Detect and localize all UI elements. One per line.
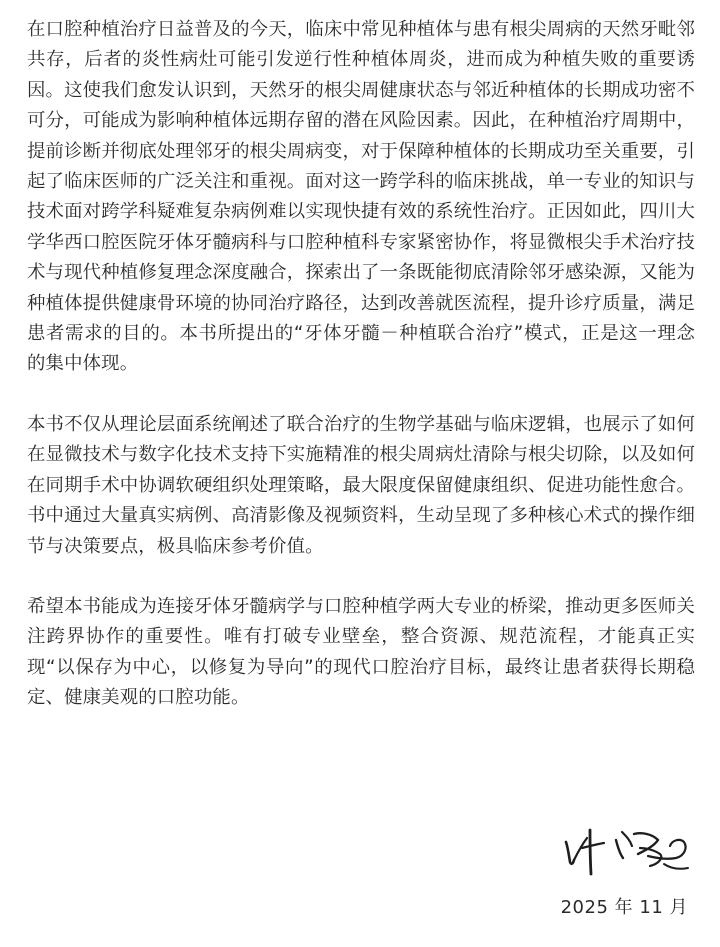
paragraph-3: 希望本书能成为连接牙体牙髓病学与口腔种植学两大专业的桥梁，推动更多医师关注跨界协作的重要性。唯有打破专业壁垒，整合资源、规范流程，才能真正实现“以保存为中心，以修复为导向”的现代口腔治疗目标，最终让患者获得长期稳定、健康美观的口腔功能。 [27,595,695,709]
signature-date: 2025 年 11 月 [560,897,688,918]
paragraph-spacer [27,562,695,592]
handwritten-signature [560,818,696,882]
document-body [27,15,695,714]
paragraph-spacer [27,380,695,410]
paragraph-2: 本书不仅从理论层面系统阐述了联合治疗的生物学基础与临床逻辑，也展示了如何在显微技术与数字化技术支持下实施精准的根尖周病灶清除与根尖切除，以及如何在同期手术中协调软硬组织处理策略，最大限度保留健康组织、促进功能性愈合。书中通过大量真实病例、高清影像及视频资料，生动呈现了多种核心术式的操作细节与决策要点，极具临床参考价值。 [27,413,695,557]
paragraph-1: 在口腔种植治疗日益普及的今天，临床中常见种植体与患有根尖周病的天然牙毗邻共存，后者的炎性病灶可能引发逆行性种植体周炎，进而成为种植失败的重要诱因。这使我们愈发认识到，天然牙的根尖周健康状态与邻近种植体的长期成功密不可分，可能成为影响种植体远期存留的潜在风险因素。因此，在种植治疗周期中，提前诊断并彻底处理邻牙的根尖周病变，对于保障种植体的长期成功至关重要，引起了临床医师的广泛关注和重视。面对这一跨学科的临床挑战，单一专业的知识与技术面对跨学科疑难复杂病例难以实现快捷有效的系统性治疗。正因如此，四川大学华西口腔医院牙体牙髓病科与口腔种植科专家紧密协作，将显微根尖手术治疗技术与现代种植修复理念深度融合，探索出了一条既能彻底清除邻牙感染源，又能为种植体提供健康骨环境的协同治疗路径，达到改善就医流程，提升诊疗质量，满足患者需求的目的。本书所提出的“牙体牙髓－种植联合治疗”模式，正是这一理念的集中体现。 [27,19,695,375]
